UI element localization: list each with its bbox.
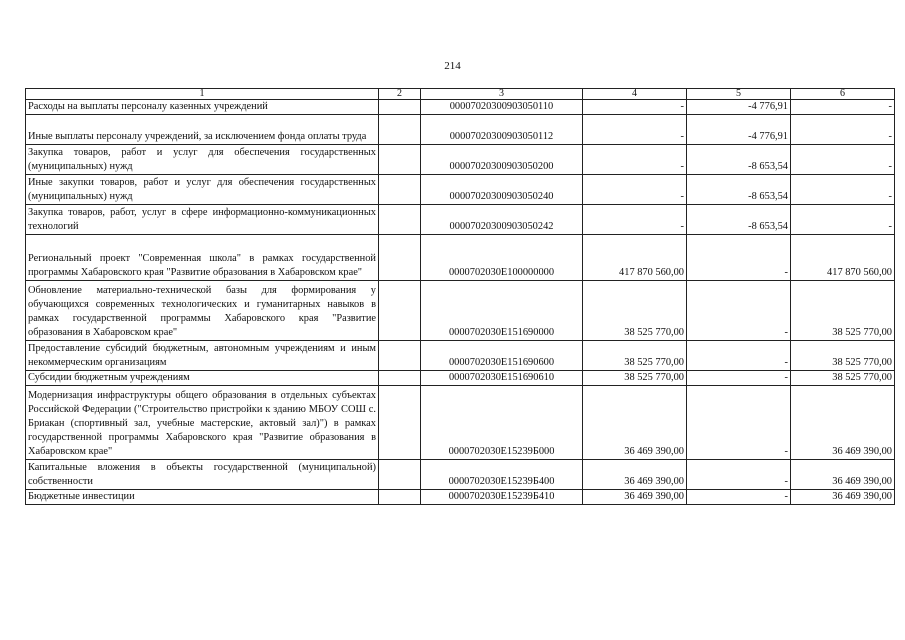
row-col2: [379, 235, 421, 281]
row-col6: 38 525 770,00: [791, 371, 895, 386]
column-header: 3: [421, 89, 583, 100]
row-code: 0000702030E100000000: [421, 235, 583, 281]
row-name: Закупка товаров, работ, услуг в сфере информационно-коммуникационных технологий: [26, 205, 379, 235]
row-col2: [379, 341, 421, 371]
row-col4: 38 525 770,00: [583, 341, 687, 371]
table-row: [26, 175, 895, 205]
row-col5: -4 776,91: [687, 115, 791, 145]
row-col5: -: [687, 460, 791, 490]
row-code: 00007020300903050200: [421, 145, 583, 175]
row-code: 0000702030E151690000: [421, 281, 583, 341]
row-col6: 417 870 560,00: [791, 235, 895, 281]
row-name: Модернизация инфраструктуры общего образования в отдельных субъектах Российской Федерации ("Строительство пристройки к зданию МБОУ СОШ с. Бриакан (спортивный зал, учебные мастерские, актовый зал)") в рамках государственной программы Хабаровского края "Развитие образования в Хабаровском крае": [26, 386, 379, 460]
row-code: 0000702030E15239Б000: [421, 386, 583, 460]
row-col4: 417 870 560,00: [583, 235, 687, 281]
row-name: Иные закупки товаров, работ и услуг для обеспечения государственных (муниципальных) нужд: [26, 175, 379, 205]
table-row: [26, 371, 895, 386]
page-number: 214: [444, 60, 461, 72]
row-col5: -: [687, 386, 791, 460]
table-row: [26, 386, 895, 460]
row-col6: 36 469 390,00: [791, 490, 895, 505]
row-col5: -8 653,54: [687, 175, 791, 205]
row-code: 00007020300903050110: [421, 100, 583, 115]
row-col4: 36 469 390,00: [583, 386, 687, 460]
row-name: Субсидии бюджетным учреждениям: [26, 371, 379, 386]
row-col6: 36 469 390,00: [791, 386, 895, 460]
row-name: Закупка товаров, работ и услуг для обеспечения государственных (муниципальных) нужд: [26, 145, 379, 175]
row-col5: -4 776,91: [687, 100, 791, 115]
row-col4: 38 525 770,00: [583, 281, 687, 341]
table-row: [26, 235, 895, 281]
row-name: Иные выплаты персоналу учреждений, за исключением фонда оплаты труда: [26, 115, 379, 145]
table-row: [26, 100, 895, 115]
column-header: 1: [26, 89, 379, 100]
row-col2: [379, 386, 421, 460]
row-code: 0000702030E15239Б410: [421, 490, 583, 505]
row-col5: -8 653,54: [687, 205, 791, 235]
row-col5: -: [687, 371, 791, 386]
row-col2: [379, 100, 421, 115]
row-code: 00007020300903050242: [421, 205, 583, 235]
row-col2: [379, 145, 421, 175]
row-col6: 38 525 770,00: [791, 281, 895, 341]
table-header-row: [26, 89, 895, 100]
row-col4: -: [583, 115, 687, 145]
row-col4: -: [583, 205, 687, 235]
table-row: [26, 341, 895, 371]
row-col6: -: [791, 100, 895, 115]
row-col2: [379, 205, 421, 235]
row-code: 0000702030E15239Б400: [421, 460, 583, 490]
row-col2: [379, 490, 421, 505]
table-row: [26, 205, 895, 235]
table-row: [26, 490, 895, 505]
row-code: 0000702030E151690610: [421, 371, 583, 386]
row-col5: -: [687, 341, 791, 371]
row-col4: -: [583, 100, 687, 115]
table-row: [26, 460, 895, 490]
row-col4: -: [583, 145, 687, 175]
row-code: 0000702030E151690600: [421, 341, 583, 371]
column-header: 4: [583, 89, 687, 100]
table-row: [26, 115, 895, 145]
column-header: 2: [379, 89, 421, 100]
row-col2: [379, 460, 421, 490]
row-col4: -: [583, 175, 687, 205]
row-col6: -: [791, 115, 895, 145]
row-name: Обновление материально-технической базы для формирования у обучающихся современных технологических и гуманитарных навыков в рамках государственной программы Хабаровского края "Развитие образования в Хабаровском крае": [26, 281, 379, 341]
row-col2: [379, 115, 421, 145]
table-row: [26, 145, 895, 175]
row-name: Предоставление субсидий бюджетным, автономным учреждениям и иным некоммерческим организациям: [26, 341, 379, 371]
row-col6: 38 525 770,00: [791, 341, 895, 371]
row-col6: -: [791, 205, 895, 235]
row-col2: [379, 371, 421, 386]
row-col5: -: [687, 235, 791, 281]
row-name: Бюджетные инвестиции: [26, 490, 379, 505]
table-row: [26, 281, 895, 341]
column-header: 6: [791, 89, 895, 100]
row-col4: 36 469 390,00: [583, 460, 687, 490]
row-name: Капитальные вложения в объекты государственной (муниципальной) собственности: [26, 460, 379, 490]
row-name: Региональный проект "Современная школа" в рамках государственной программы Хабаровского края "Развитие образования в Хабаровском крае": [26, 235, 379, 281]
row-col5: -: [687, 490, 791, 505]
row-col5: -8 653,54: [687, 145, 791, 175]
row-col4: 36 469 390,00: [583, 490, 687, 505]
budget-table: [25, 88, 895, 505]
column-header: 5: [687, 89, 791, 100]
row-col6: -: [791, 175, 895, 205]
row-col2: [379, 175, 421, 205]
row-code: 00007020300903050240: [421, 175, 583, 205]
row-col6: 36 469 390,00: [791, 460, 895, 490]
row-col5: -: [687, 281, 791, 341]
row-col2: [379, 281, 421, 341]
row-col6: -: [791, 145, 895, 175]
row-code: 00007020300903050112: [421, 115, 583, 145]
row-name: Расходы на выплаты персоналу казенных учреждений: [26, 100, 379, 115]
row-col4: 38 525 770,00: [583, 371, 687, 386]
